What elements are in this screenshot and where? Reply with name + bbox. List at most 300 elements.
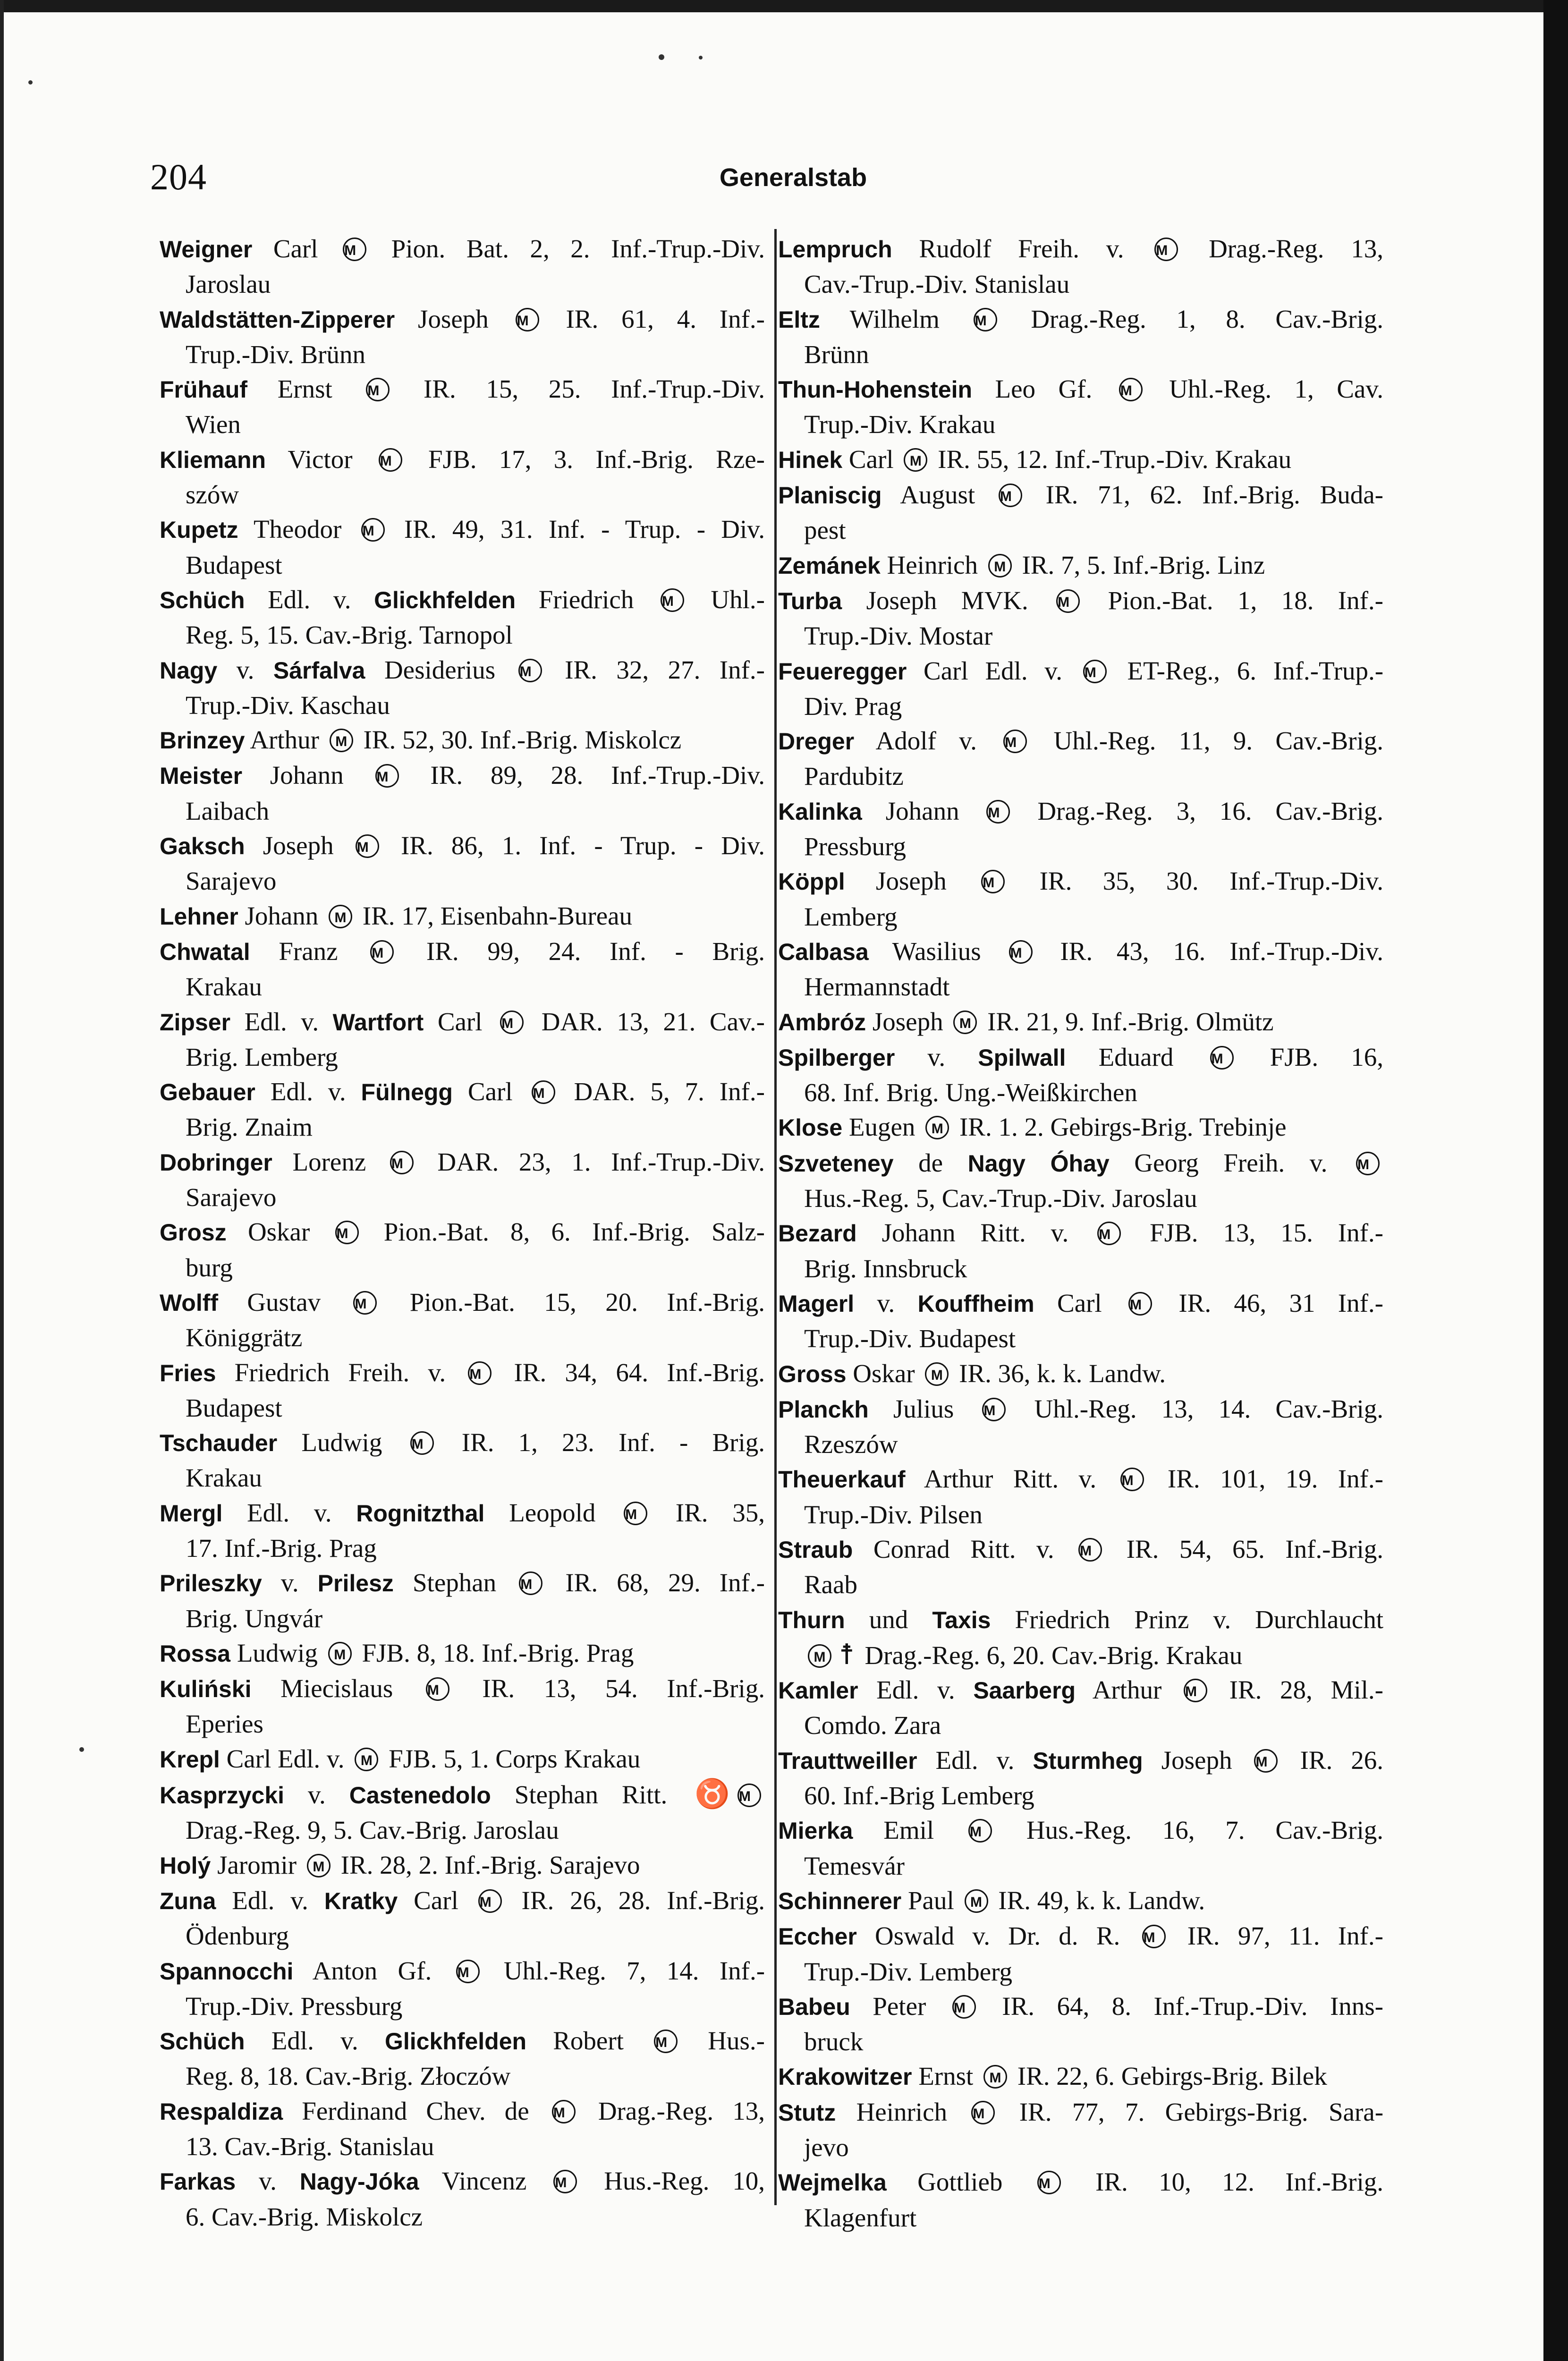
directory-entry	[778, 1040, 1383, 1110]
military-merit-icon: M	[952, 1995, 976, 2019]
entry-text: Gottlieb	[886, 2167, 1034, 2197]
entry-line	[778, 1392, 1383, 1427]
directory-entry	[160, 653, 765, 723]
entry-text: Budapest	[186, 550, 282, 579]
entry-line	[778, 1040, 1383, 1075]
entry-text: Brig. Lemberg	[186, 1042, 338, 1071]
surname: Gaksch	[160, 833, 245, 860]
entry-line	[160, 1848, 765, 1883]
entry-text: Carl	[452, 1077, 528, 1106]
directory-entry	[778, 1392, 1383, 1462]
directory-entry	[160, 1953, 765, 2024]
directory-entry	[778, 2059, 1383, 2094]
entry-text: Comdo. Zara	[804, 1711, 941, 1740]
surname: Chwatal	[160, 938, 250, 965]
entry-text: Victor	[266, 444, 375, 474]
surname: Straub	[778, 1536, 853, 1563]
entry-line-continued	[778, 1427, 1383, 1461]
predicate-name: Nagy Óhay	[967, 1150, 1110, 1177]
entry-line	[160, 2094, 765, 2129]
entry-text: FJB. 17, 3. Inf.-Brig. Rze-	[406, 444, 765, 474]
entry-text: szów	[186, 480, 239, 510]
entry-text: Temesvár	[804, 1851, 905, 1880]
entry-text: Sarajevo	[186, 866, 277, 896]
military-merit-icon: M	[1078, 1538, 1102, 1562]
surname: Schinnerer	[778, 1887, 902, 1914]
entry-text: Miecislaus	[251, 1674, 422, 1703]
entry-text: IR. 35, 30. Inf.-Trup.-Div.	[1009, 866, 1383, 896]
entry-line-continued	[160, 618, 765, 652]
entry-text: IR. 10, 12. Inf.-Brig.	[1064, 2167, 1383, 2197]
surname: Planiscig	[778, 482, 882, 509]
military-merit-icon: M	[468, 1361, 492, 1385]
military-merit-icon: M	[329, 905, 352, 928]
entry-line-continued	[778, 2130, 1383, 2165]
entry-text: Pion.-Bat. 1, 18. Inf.-	[1084, 586, 1383, 615]
entry-text: Franz	[250, 936, 367, 966]
entry-text: Pion.-Bat. 15, 20. Inf.-Brig.	[381, 1287, 765, 1316]
surname: Wolff	[160, 1289, 219, 1316]
predicate-name: Taxis	[932, 1606, 991, 1633]
entry-line-continued	[160, 337, 765, 372]
entry-line	[778, 231, 1383, 267]
surname: Lempruch	[778, 236, 892, 263]
entry-line	[778, 477, 1383, 513]
directory-entry	[778, 1743, 1383, 1813]
entry-text: Eduard	[1066, 1042, 1206, 1071]
entry-text: Carl	[842, 444, 900, 474]
military-merit-icon: M	[925, 1116, 949, 1139]
entry-text: Peter	[850, 1991, 949, 2021]
entry-text: Trup.-Div. Krakau	[804, 410, 996, 439]
military-merit-icon: M	[986, 800, 1010, 824]
directory-entry	[160, 1883, 765, 1953]
surname: Gross	[778, 1360, 847, 1387]
entry-line	[778, 1110, 1383, 1145]
directory-entry	[778, 1602, 1383, 1673]
directory-entry	[160, 899, 765, 934]
military-merit-icon: M	[624, 1502, 647, 1525]
entry-text: Hus.-Reg. 10,	[581, 2166, 765, 2196]
entry-line	[160, 1004, 765, 1040]
entry-text: IR. 28, 2. Inf.-Brig. Sarajevo	[334, 1850, 640, 1879]
entry-text: Gustav	[218, 1287, 350, 1316]
surname: Dreger	[778, 728, 855, 755]
entry-text: IR. 34, 64. Inf.-Brig.	[495, 1358, 765, 1387]
entry-text: IR. 26.	[1281, 1745, 1383, 1775]
military-merit-icon: M	[988, 554, 1012, 578]
entry-text: Edl. v.	[230, 1007, 333, 1036]
surname: Grosz	[160, 1219, 227, 1246]
military-merit-icon: M	[661, 588, 684, 612]
military-merit-icon: M	[519, 1571, 542, 1595]
column-divider	[774, 229, 777, 2205]
entry-line-continued	[778, 1251, 1383, 1286]
predicate-name: Rognitzthal	[356, 1500, 485, 1527]
entry-text: Hus.-Reg. 16, 7. Cav.-Brig.	[996, 1816, 1383, 1845]
entry-text: 17. Inf.-Brig. Prag	[186, 1533, 377, 1563]
directory-entry	[160, 722, 765, 758]
directory-entry	[160, 512, 765, 582]
entry-line	[778, 1215, 1383, 1251]
entry-line-continued	[778, 1181, 1383, 1215]
surname: Mergl	[160, 1500, 223, 1527]
directory-entry	[778, 302, 1383, 372]
entry-text: IR. 1, 23. Inf. - Brig.	[437, 1428, 765, 1457]
entry-line-continued	[778, 267, 1383, 301]
entry-line	[778, 2095, 1383, 2130]
entry-text: Eugen	[842, 1113, 922, 1142]
surname: Krakowitzer	[778, 2064, 912, 2090]
predicate-name: Glickhfelden	[384, 2028, 527, 2055]
entry-line	[778, 1532, 1383, 1567]
military-merit-icon: M	[330, 729, 353, 752]
entry-text: Uhl.-Reg. 11, 9. Cav.-Brig.	[1031, 726, 1383, 756]
entry-line-continued	[778, 829, 1383, 864]
surname: Zipser	[160, 1009, 231, 1036]
entry-text: IR. 77, 7. Gebirgs-Brig. Sara-	[999, 2097, 1383, 2126]
entry-text: Joseph	[866, 1007, 950, 1036]
entry-text: IR. 13, 54. Inf.-Brig.	[453, 1674, 765, 1703]
entry-text: Johann	[862, 796, 983, 825]
surname: Weigner	[160, 236, 253, 263]
surname: Köppl	[778, 868, 845, 895]
directory-entry	[778, 1146, 1383, 1216]
entry-text: Trup.-Div. Pressburg	[186, 1991, 403, 2021]
entry-text: Anton Gf.	[293, 1956, 452, 1985]
entry-text: IR. 86, 1. Inf. - Trup. - Div.	[382, 831, 765, 860]
military-merit-icon: M	[1154, 238, 1178, 261]
entry-text: Trup.-Div. Kaschau	[186, 690, 390, 720]
predicate-name: Castenedolo	[349, 1782, 491, 1809]
entry-line-continued	[160, 267, 765, 301]
entry-line-continued	[160, 1110, 765, 1144]
entry-text: Arthur	[245, 725, 326, 755]
entry-line	[160, 653, 765, 688]
entry-line-continued	[778, 1321, 1383, 1356]
entry-text: IR. 7, 5. Inf.-Brig. Linz	[1015, 550, 1265, 579]
military-merit-icon: M	[953, 1011, 977, 1034]
entry-line	[778, 548, 1383, 583]
military-merit-icon: M	[1128, 1292, 1152, 1316]
entry-text: Pion.-Bat. 8, 6. Inf.-Brig. Salz-	[362, 1217, 765, 1247]
directory-entry	[160, 1741, 765, 1777]
entry-text: Edl. v.	[245, 585, 374, 614]
entry-line	[160, 899, 765, 934]
surname: Eccher	[778, 1923, 857, 1950]
surname: Dobringer	[160, 1149, 272, 1176]
entry-line-continued	[160, 2059, 765, 2093]
directory-entry	[160, 1495, 765, 1566]
military-merit-icon: M	[999, 484, 1022, 507]
directory-entry	[778, 1356, 1383, 1392]
entry-text: Brig. Innsbruck	[804, 1254, 967, 1283]
entry-text: jevo	[804, 2133, 849, 2162]
military-merit-icon: M	[1119, 378, 1143, 401]
entry-text: Edl. v.	[917, 1745, 1033, 1775]
directory-entry	[778, 2165, 1383, 2235]
directory-entry	[778, 372, 1383, 442]
surname: Kliemann	[160, 446, 266, 473]
entry-text: Wasilius	[868, 936, 1005, 966]
scan-speck	[28, 80, 33, 85]
military-merit-icon: M	[974, 308, 997, 331]
surname: Kalinka	[778, 798, 862, 825]
entry-text: Div. Prag	[804, 691, 902, 721]
running-head: Generalstab	[719, 163, 867, 192]
directory-entry	[778, 794, 1383, 864]
entry-text: Drag.-Reg. 9, 5. Cav.-Brig. Jaroslau	[186, 1816, 559, 1845]
entry-text: IR. 46, 31 Inf.-	[1156, 1288, 1383, 1317]
entry-text: Leopold	[484, 1498, 620, 1527]
entry-text: Desiderius	[365, 655, 515, 684]
directory-entry	[778, 654, 1383, 724]
entry-text: Johann	[238, 901, 325, 930]
entry-line-continued	[160, 969, 765, 1004]
military-merit-icon: M	[478, 1889, 502, 1913]
predicate-name: Spilwall	[978, 1044, 1066, 1071]
military-merit-icon: M	[1056, 589, 1080, 613]
entry-line	[160, 1495, 765, 1531]
entry-text: Raab	[804, 1570, 858, 1599]
entry-text: Stephan	[393, 1568, 516, 1597]
military-merit-icon: M	[328, 1642, 352, 1665]
entry-line-continued	[778, 2200, 1383, 2235]
entry-text: FJB. 8, 18. Inf.-Brig. Prag	[355, 1638, 634, 1667]
military-merit-icon: M	[737, 1783, 761, 1807]
entry-text: IR. 15, 25. Inf.-Trup.-Div.	[393, 374, 765, 404]
entry-text: Edl. v.	[255, 1077, 361, 1106]
surname: Turba	[778, 587, 842, 614]
entry-text: IR. 36, k. k. Landw.	[952, 1359, 1166, 1388]
entry-text: DAR. 13, 21. Cav.-	[527, 1007, 765, 1036]
military-merit-icon: M	[982, 1398, 1006, 1421]
entry-text: DAR. 5, 7. Inf.-	[559, 1077, 765, 1106]
entry-line	[778, 2059, 1383, 2094]
surname: Zuna	[160, 1887, 216, 1914]
predicate-name: Sturmheg	[1033, 1747, 1143, 1774]
entry-text: IR. 55, 12. Inf.-Trup.-Div. Krakau	[931, 444, 1292, 474]
entry-text: Laibach	[186, 796, 270, 825]
predicate-name: Saarberg	[973, 1677, 1076, 1704]
military-merit-icon: M	[516, 308, 539, 331]
directory-entry	[160, 828, 765, 899]
entry-text: Hus.-Reg. 5, Cav.-Trup.-Div. Jaroslau	[804, 1184, 1197, 1213]
surname: Stutz	[778, 2099, 836, 2126]
entry-text: Friedrich Freih. v.	[216, 1358, 465, 1387]
entry-line	[778, 864, 1383, 899]
entry-text: IR. 64, 8. Inf.-Trup.-Div. Inns-	[979, 1991, 1383, 2021]
military-merit-icon: M	[532, 1080, 555, 1104]
directory-entry	[778, 1919, 1383, 1989]
surname: Hinek	[778, 446, 843, 473]
entry-line	[778, 723, 1383, 759]
entry-text: Joseph	[245, 831, 352, 860]
entry-text: Stephan Ritt.	[491, 1780, 691, 1809]
entry-text: IR. 54, 65. Inf.-Brig.	[1106, 1534, 1383, 1563]
military-merit-icon: M	[971, 2101, 995, 2124]
entry-text: Drag.-Reg. 6, 20. Cav.-Brig. Krakau	[858, 1640, 1243, 1670]
entry-line	[778, 794, 1383, 829]
entry-text: pest	[804, 516, 846, 545]
entry-line-continued	[778, 759, 1383, 793]
entry-line	[160, 758, 765, 793]
directory-entry	[778, 1673, 1383, 1743]
entry-text: IR. 71, 62. Inf.-Brig. Buda-	[1026, 480, 1383, 510]
surname: Theuerkauf	[778, 1466, 906, 1493]
surname: Spannocchi	[160, 1958, 294, 1985]
entry-text: IR. 49, k. k. Landw.	[992, 1885, 1205, 1915]
entry-line	[778, 1919, 1383, 1954]
entry-line	[778, 1989, 1383, 2024]
military-merit-icon: M	[981, 870, 1005, 893]
predicate-name: Prilesz	[317, 1570, 394, 1597]
surname: Trauttweiller	[778, 1747, 917, 1774]
entry-text: Emil	[853, 1816, 965, 1845]
surname: Prileszky	[160, 1570, 262, 1597]
entry-line	[778, 372, 1383, 407]
directory-entry	[160, 302, 765, 372]
entry-text: Heinrich	[880, 550, 984, 579]
directory-entry	[160, 1004, 765, 1075]
entry-text: Oskar	[846, 1359, 922, 1388]
entry-text: Eperies	[186, 1709, 263, 1739]
directory-entry	[160, 2023, 765, 2094]
entry-text: Vincenz	[419, 2166, 550, 2196]
entry-text: Friedrich	[516, 585, 657, 614]
entry-text: Oswald v. Dr. d. R.	[856, 1921, 1138, 1951]
military-merit-icon: M	[1210, 1046, 1234, 1070]
directory-entry	[778, 1286, 1383, 1356]
military-merit-icon: M	[355, 1748, 378, 1771]
surname: Szveteney	[778, 1150, 894, 1177]
entry-line-continued	[160, 1180, 765, 1214]
entry-line	[160, 1214, 765, 1250]
entry-text: Lemberg	[804, 902, 898, 931]
entry-text: FJB. 13, 15. Inf.-	[1125, 1218, 1383, 1248]
predicate-name: Sárfalva	[273, 657, 365, 684]
surname: Thurn	[778, 1606, 845, 1633]
entry-line-continued	[160, 1391, 765, 1425]
entry-text: IR. 35,	[651, 1498, 765, 1527]
directory-entry	[160, 1636, 765, 1671]
directory-entry	[778, 723, 1383, 794]
entry-line	[160, 1671, 765, 1707]
entry-text: Ludwig	[230, 1638, 324, 1667]
entry-line	[160, 2023, 765, 2059]
right-column	[778, 231, 1383, 2235]
directory-entry	[778, 1004, 1383, 1040]
surname: Klose	[778, 1114, 843, 1141]
entry-line-continued	[160, 1813, 765, 1847]
directory-entry	[160, 372, 765, 442]
entry-line	[160, 1883, 765, 1919]
scan-border-left	[0, 0, 4, 2361]
entry-line	[160, 934, 765, 969]
entry-line-continued	[778, 619, 1383, 653]
entry-line-continued	[778, 1638, 1383, 1673]
entry-text: Uhl.-	[687, 585, 765, 614]
military-merit-icon: M	[353, 1291, 377, 1315]
entry-text: IR. 101, 19. Inf.-	[1147, 1464, 1383, 1494]
surname: Wejmelka	[778, 2169, 887, 2196]
entry-line	[160, 2164, 765, 2199]
scan-border-top	[0, 0, 1568, 12]
entry-text: Joseph	[845, 866, 978, 896]
entry-text: IR. 89, 28. Inf.-Trup.-Div.	[402, 761, 765, 790]
entry-text: Uhl.-Reg. 1, Cav.	[1146, 374, 1383, 404]
surname: Planckh	[778, 1396, 869, 1423]
entry-text: Drag.-Reg. 13,	[579, 2096, 765, 2125]
entry-text: ET-Reg., 6. Inf.-Trup.-	[1110, 656, 1383, 685]
scan-speck	[659, 54, 664, 60]
entry-text: Theodor	[238, 515, 357, 544]
military-merit-icon: M	[1254, 1749, 1278, 1773]
directory-entry	[160, 582, 765, 653]
entry-line	[160, 231, 765, 267]
scan-border-right	[1543, 0, 1568, 2361]
military-merit-icon: M	[335, 1221, 359, 1244]
military-merit-icon: M	[307, 1854, 331, 1877]
entry-text: Trup.-Div. Budapest	[804, 1324, 1016, 1353]
surname: Mierka	[778, 1817, 853, 1844]
entry-text: Georg Freih. v.	[1109, 1148, 1352, 1177]
entry-text: burg	[186, 1253, 233, 1282]
directory-entry	[778, 231, 1383, 302]
surname: Waldstätten-Zipperer	[160, 306, 395, 333]
entry-line	[778, 1743, 1383, 1778]
entry-text: Drag.-Reg. 1, 8. Cav.-Brig.	[1000, 304, 1383, 333]
entry-text: IR. 28, Mil.-	[1211, 1675, 1383, 1705]
surname: Thun-Hohenstein	[778, 376, 973, 403]
military-merit-icon: M	[1037, 2171, 1061, 2194]
surname: Bezard	[778, 1220, 857, 1247]
entry-text: v.	[217, 655, 273, 684]
directory-entry	[160, 1145, 765, 1215]
military-merit-icon: M	[343, 238, 366, 261]
surname: Respaldiza	[160, 2098, 283, 2125]
military-merit-icon: M	[983, 2065, 1007, 2089]
entry-text: Leo Gf.	[972, 374, 1115, 404]
entry-text: Brig. Ungvár	[186, 1604, 323, 1633]
entry-line-continued	[778, 407, 1383, 442]
surname: Ambróz	[778, 1009, 866, 1036]
entry-text: Julius	[868, 1394, 979, 1423]
entry-text: IR. 22, 6. Gebirgs-Brig. Bilek	[1011, 2062, 1327, 2091]
entry-text: Robert	[526, 2026, 651, 2055]
military-merit-icon: M	[553, 2170, 577, 2193]
predicate-name: Wartfort	[332, 1009, 424, 1036]
entry-text: Pion. Bat. 2, 2. Inf.-Trup.-Div.	[370, 234, 765, 263]
entry-text: Carl	[1034, 1288, 1125, 1317]
entry-text: IR. 61, 4. Inf.-	[542, 304, 765, 333]
surname: Magerl	[778, 1290, 855, 1317]
entry-text: 13. Cav.-Brig. Stanislau	[186, 2132, 434, 2161]
directory-entry	[778, 1532, 1383, 1602]
predicate-name: Glickhfelden	[374, 586, 516, 613]
military-merit-icon: M	[456, 1960, 480, 1983]
entry-text: Trup.-Div. Mostar	[804, 621, 993, 651]
surname: Spilberger	[778, 1044, 895, 1071]
entry-line	[778, 302, 1383, 337]
entry-line-continued	[160, 2200, 765, 2234]
entry-line-continued	[778, 900, 1383, 934]
directory-entry	[160, 758, 765, 828]
entry-line	[778, 1146, 1383, 1181]
military-merit-icon: M	[379, 448, 402, 472]
entry-line	[778, 583, 1383, 619]
directory-entry	[160, 1777, 765, 1848]
